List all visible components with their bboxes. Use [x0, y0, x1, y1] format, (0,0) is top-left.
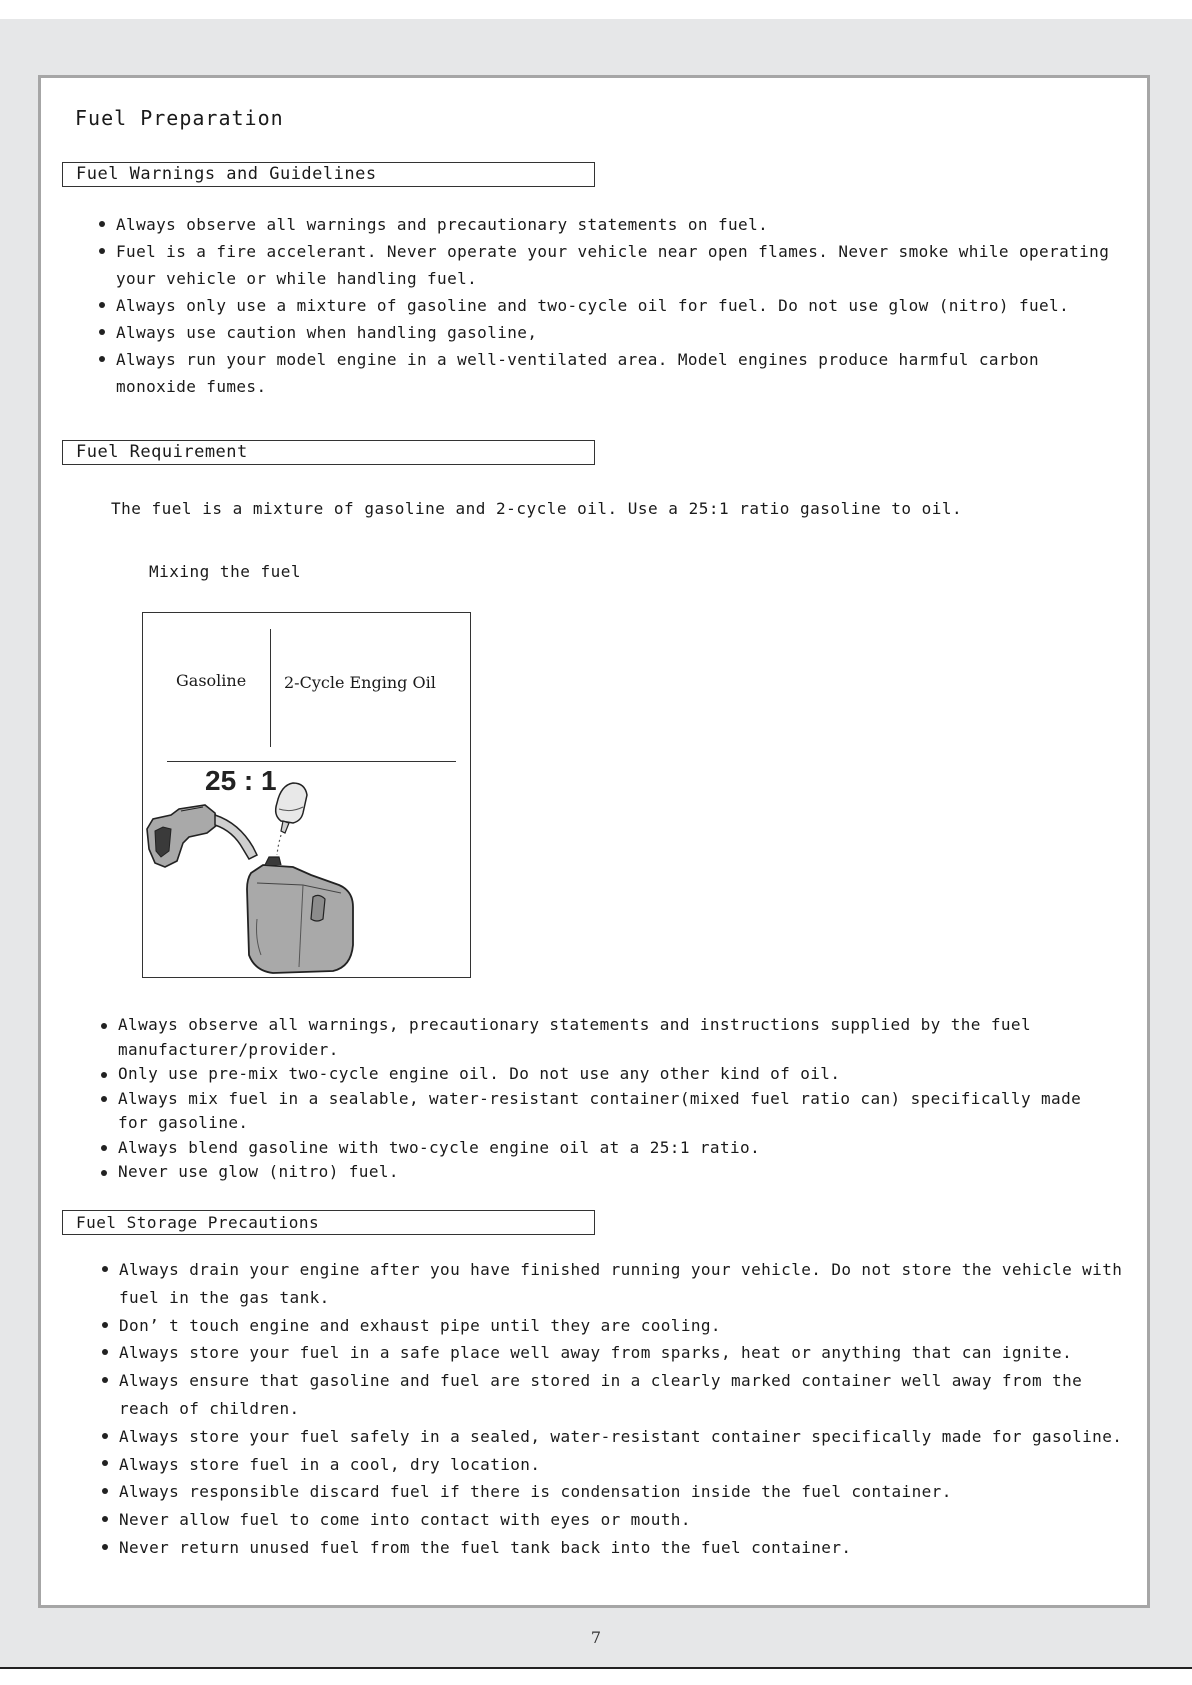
- warnings-list: [99, 211, 1119, 400]
- requirement-text: The fuel is a mixture of gasoline and 2-cycle oil. Use a 25:1 ratio gasoline to oil.: [111, 499, 963, 518]
- list-item: Always mix fuel in a sealable, water-resistant container(mixed fuel ratio can) specifically made for gasoline.: [101, 1087, 1101, 1136]
- column-divider: [270, 629, 271, 747]
- requirement-list: [101, 1013, 1101, 1185]
- gasoline-label: Gasoline: [176, 671, 247, 690]
- list-item: Never allow fuel to come into contact with eyes or mouth.: [102, 1506, 1142, 1534]
- mixing-diagram: [142, 612, 471, 978]
- section-heading-warnings: Fuel Warnings and Guidelines: [62, 162, 595, 187]
- list-item: Always observe all warnings and precautionary statements on fuel.: [99, 211, 1119, 238]
- list-item: Never return unused fuel from the fuel tank back into the fuel container.: [102, 1534, 1142, 1562]
- oil-bottle-icon: [276, 783, 307, 855]
- table-rule: [167, 761, 456, 762]
- list-item: Always drain your engine after you have finished running your vehicle. Do not store the vehicle with fuel in the gas tank.: [102, 1256, 1142, 1312]
- list-item: Never use glow (nitro) fuel.: [101, 1160, 1101, 1185]
- content-panel: [38, 75, 1150, 1608]
- bottom-rule: [0, 1667, 1192, 1669]
- list-item: Always run your model engine in a well-ventilated area. Model engines produce harmful carbon monoxide fumes.: [99, 346, 1119, 400]
- oil-label: 2-Cycle Enging Oil: [284, 673, 436, 692]
- list-item: Always use caution when handling gasoline,: [99, 319, 1119, 346]
- list-item: Fuel is a fire accelerant. Never operate your vehicle near open flames. Never smoke while operating your vehicle or while handling fuel.: [99, 238, 1119, 292]
- section-heading-storage: Fuel Storage Precautions: [62, 1210, 595, 1235]
- list-item: Always store your fuel safely in a sealed, water-resistant container specifically made for gasoline.: [102, 1423, 1142, 1451]
- list-item: Don’ t touch engine and exhaust pipe until they are cooling.: [102, 1312, 1142, 1340]
- section-heading-requirement: Fuel Requirement: [62, 440, 595, 465]
- list-item: Always only use a mixture of gasoline and two-cycle oil for fuel. Do not use glow (nitro) fuel.: [99, 292, 1119, 319]
- list-item: Always responsible discard fuel if there is condensation inside the fuel container.: [102, 1478, 1142, 1506]
- ratio-label: 25 : 1: [205, 765, 277, 796]
- page-number: 7: [590, 1628, 602, 1647]
- list-item: Always store fuel in a cool, dry location.: [102, 1451, 1142, 1479]
- list-item: Only use pre-mix two-cycle engine oil. Do not use any other kind of oil.: [101, 1062, 1101, 1087]
- fuel-can-icon: [247, 857, 353, 973]
- list-item: Always ensure that gasoline and fuel are stored in a clearly marked container well away from the reach of children.: [102, 1367, 1142, 1423]
- list-item: Always observe all warnings, precautionary statements and instructions supplied by the fuel manufacturer/provider.: [101, 1013, 1101, 1062]
- fuel-mixing-illustration: [143, 769, 470, 977]
- list-item: Always blend gasoline with two-cycle engine oil at a 25:1 ratio.: [101, 1136, 1101, 1161]
- list-item: Always store your fuel in a safe place well away from sparks, heat or anything that can ignite.: [102, 1339, 1142, 1367]
- storage-list: [102, 1256, 1142, 1562]
- fuel-nozzle-icon: [147, 805, 257, 867]
- page-title: Fuel Preparation: [75, 106, 284, 130]
- mixing-title: Mixing the fuel: [149, 562, 301, 581]
